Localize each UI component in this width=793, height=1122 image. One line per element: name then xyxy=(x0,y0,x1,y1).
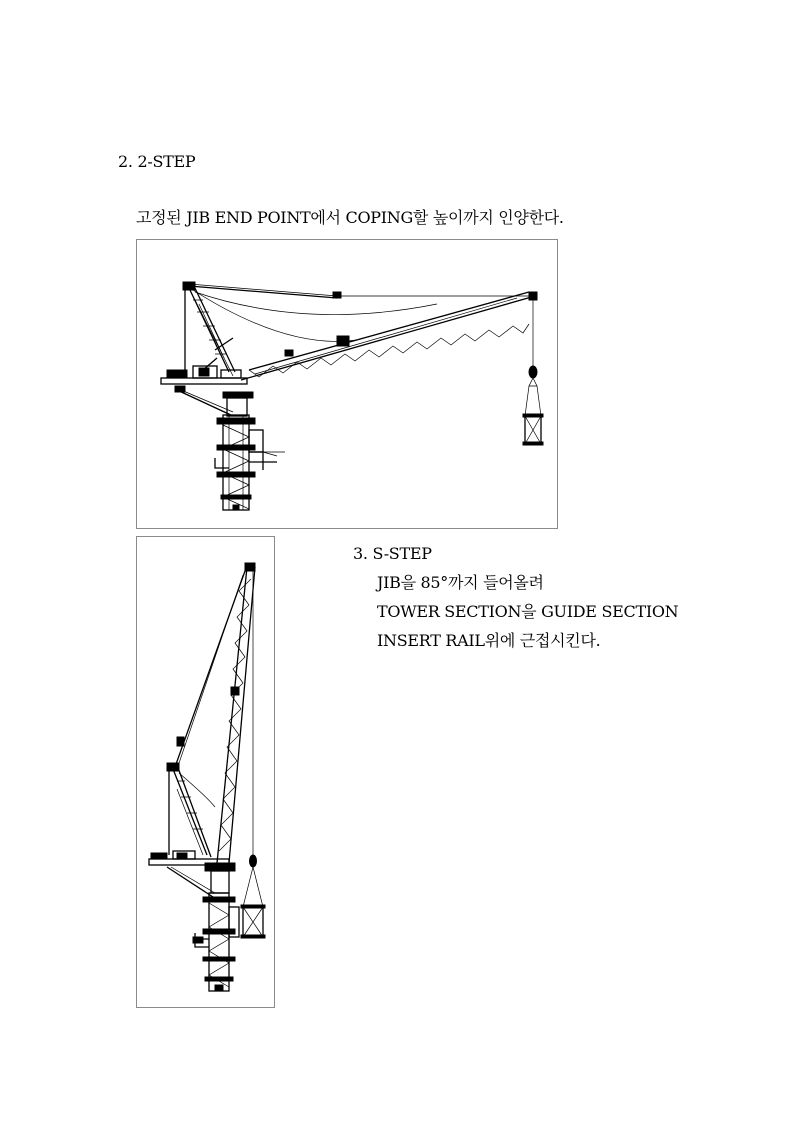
a-frame-2 xyxy=(167,763,211,857)
crane-jib-raised-figure xyxy=(136,536,275,1008)
counter-jib xyxy=(161,366,247,416)
slewing-unit-2 xyxy=(205,863,235,893)
hook-and-load-2 xyxy=(241,571,265,938)
climbing-frame-2 xyxy=(193,907,239,947)
crane-drawing-sstep xyxy=(137,537,274,1007)
crane-drawing-2step xyxy=(137,240,557,528)
step3-line-2: TOWER SECTION을 GUIDE SECTION xyxy=(377,602,679,621)
luffing-jib xyxy=(241,292,537,380)
crane-jib-horizontal-figure xyxy=(136,239,558,529)
luffing-ropes xyxy=(189,284,533,341)
step3-line-3: INSERT RAIL위에 근접시킨다. xyxy=(377,631,601,650)
a-frame xyxy=(183,282,235,376)
luffing-jib-2 xyxy=(217,563,255,863)
step2-description: 고정된 JIB END POINT에서 COPING할 높이까지 인양한다. xyxy=(136,208,564,227)
slewing-unit xyxy=(223,392,253,416)
tower-mast-2 xyxy=(203,893,235,991)
step2-heading: 2. 2-STEP xyxy=(118,152,196,171)
step3-heading: 3. S-STEP xyxy=(353,544,432,563)
step3-line-1: JIB을 85°까지 들어올려 xyxy=(377,573,544,592)
hook-and-load xyxy=(523,300,543,445)
